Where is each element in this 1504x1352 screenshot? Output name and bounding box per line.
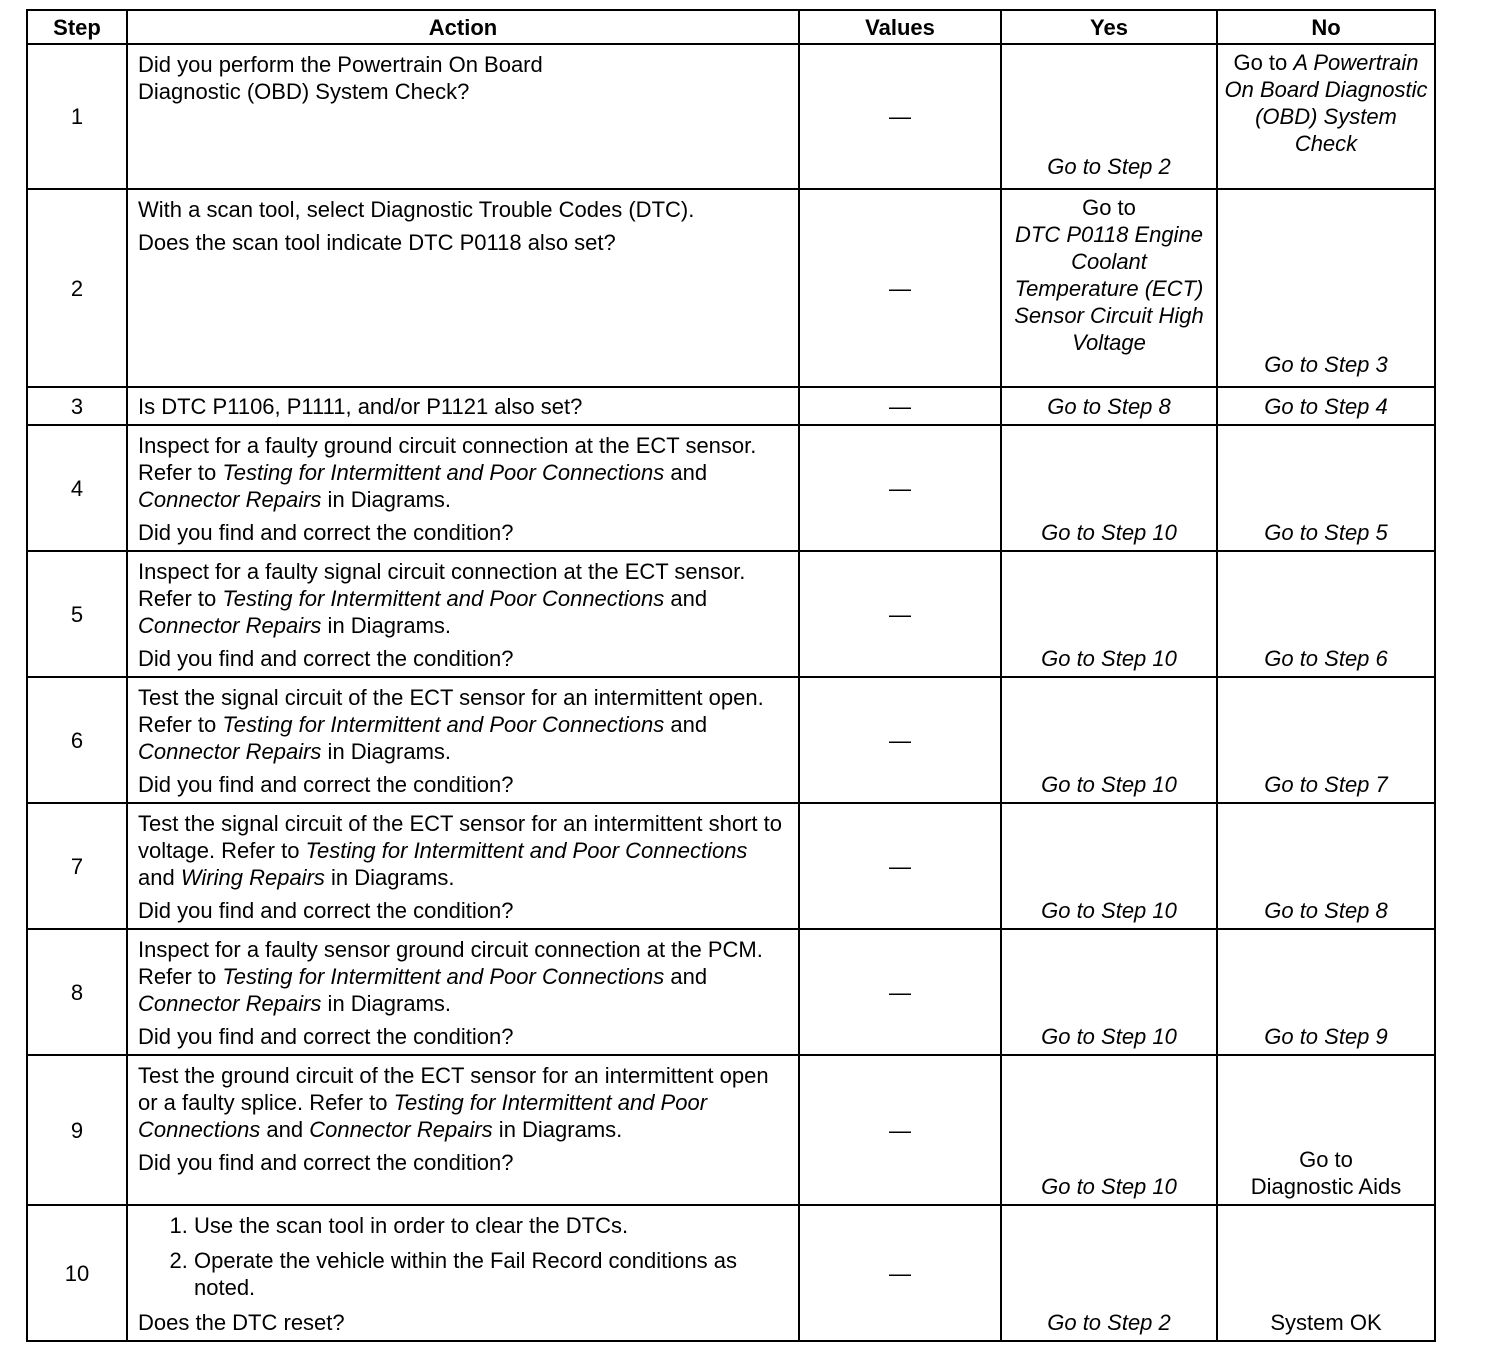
header-yes: Yes <box>1001 10 1217 44</box>
no-cell <box>1217 677 1435 803</box>
table-row <box>27 1055 1435 1205</box>
action-cell <box>127 929 799 1055</box>
values-dash: — <box>889 1260 911 1286</box>
action-link[interactable]: Testing for Intermittent and Poor Connections <box>222 712 665 737</box>
values-cell <box>799 189 1001 387</box>
table-row <box>27 189 1435 387</box>
values-dash: — <box>889 979 911 1005</box>
action-text-part: and <box>260 1117 310 1142</box>
no-cell <box>1217 387 1435 425</box>
no-cell <box>1217 929 1435 1055</box>
action-cell <box>127 677 799 803</box>
values-cell <box>799 803 1001 929</box>
action-text-part: and <box>138 865 181 890</box>
yes-prefix: Go to <box>1082 195 1136 220</box>
no-link[interactable]: Go to Step 9 <box>1264 1024 1388 1049</box>
action-text <box>138 684 790 765</box>
no-link[interactable]: Go to Step 8 <box>1264 898 1388 923</box>
step-number: 3 <box>27 387 127 425</box>
yes-cell <box>1001 929 1217 1055</box>
table-row <box>27 425 1435 551</box>
table-row <box>27 387 1435 425</box>
action-link[interactable]: Wiring Repairs <box>180 865 325 890</box>
values-dash: — <box>889 275 911 301</box>
action-text <box>138 1062 790 1143</box>
values-cell <box>799 551 1001 677</box>
yes-cell <box>1001 677 1217 803</box>
step-number: 8 <box>27 929 127 1055</box>
yes-cell <box>1001 387 1217 425</box>
action-text-part: and <box>664 460 708 485</box>
header-row <box>27 10 1435 44</box>
action-text-part: Inspect for a faulty ground circuit connection at the ECT sensor. Refer to <box>138 433 757 485</box>
action-link[interactable]: Connector Repairs <box>138 991 322 1016</box>
action-text-part: Test the signal circuit of the ECT sensor for an intermittent open. Refer to <box>138 685 764 737</box>
action-link[interactable]: Testing for Intermittent and Poor Connections <box>222 460 665 485</box>
no-link[interactable]: Go to Step 6 <box>1264 646 1388 671</box>
action-question: Does the scan tool indicate DTC P0118 also set? <box>138 230 616 255</box>
yes-link[interactable]: Go to Step 2 <box>1047 154 1171 179</box>
header-values: Values <box>799 10 1001 44</box>
action-link[interactable]: Testing for Intermittent and Poor Connections <box>305 838 748 863</box>
action-text-part: in Diagrams. <box>321 487 452 512</box>
action-cell <box>127 189 799 387</box>
yes-link[interactable]: Go to Step 8 <box>1047 393 1171 419</box>
no-cell <box>1217 1055 1435 1205</box>
step-number: 5 <box>27 551 127 677</box>
step-number: 7 <box>27 803 127 929</box>
values-cell <box>799 425 1001 551</box>
yes-cell <box>1001 803 1217 929</box>
action-question: Did you find and correct the condition? <box>138 772 514 797</box>
action-question: Did you find and correct the condition? <box>138 646 514 671</box>
values-cell <box>799 387 1001 425</box>
yes-link[interactable]: Go to Step 10 <box>1041 520 1177 545</box>
action-cell <box>127 551 799 677</box>
no-link[interactable]: System OK <box>1270 1310 1382 1335</box>
action-cell <box>127 803 799 929</box>
action-text-part: Inspect for a faulty sensor ground circuit connection at the PCM. Refer to <box>138 937 763 989</box>
action-text <box>138 432 790 513</box>
action-cell <box>127 425 799 551</box>
values-cell <box>799 44 1001 189</box>
action-text-part: Test the signal circuit of the ECT sensor for an intermittent short to voltage. Refer to <box>138 811 782 863</box>
action-text-part: and <box>664 712 708 737</box>
action-text <box>138 810 790 891</box>
action-link[interactable]: Connector Repairs <box>309 1117 493 1142</box>
action-text-part: in Diagrams. <box>321 739 452 764</box>
action-text: With a scan tool, select Diagnostic Trouble Codes (DTC). <box>138 197 695 222</box>
action-link[interactable]: Connector Repairs <box>138 487 322 512</box>
yes-cell <box>1001 1205 1217 1341</box>
yes-link[interactable]: Go to Step 10 <box>1041 1024 1177 1049</box>
no-link[interactable]: Go to Step 3 <box>1264 352 1388 377</box>
values-cell <box>799 677 1001 803</box>
values-dash: — <box>889 1117 911 1143</box>
no-link[interactable]: A Powertrain On Board Diagnostic (OBD) System Check <box>1224 50 1428 156</box>
table-row <box>27 551 1435 677</box>
table-row <box>27 803 1435 929</box>
header-no: No <box>1217 10 1435 44</box>
action-link[interactable]: Connector Repairs <box>138 613 322 638</box>
no-link[interactable]: Go to Step 7 <box>1264 772 1388 797</box>
action-question: Did you find and correct the condition? <box>138 1024 514 1049</box>
no-cell <box>1217 189 1435 387</box>
action-question: Did you find and correct the condition? <box>138 898 514 923</box>
step-number: 9 <box>27 1055 127 1205</box>
diagnostic-table <box>26 9 1436 1342</box>
yes-cell <box>1001 44 1217 189</box>
table-row <box>27 677 1435 803</box>
action-list <box>138 1212 790 1301</box>
values-cell <box>799 1205 1001 1341</box>
values-dash: — <box>889 601 911 627</box>
values-dash: — <box>889 727 911 753</box>
values-dash: — <box>889 104 911 129</box>
step-number: 6 <box>27 677 127 803</box>
action-question: Did you find and correct the condition? <box>138 1150 514 1175</box>
action-cell <box>127 1055 799 1205</box>
no-prefix: Go to <box>1233 50 1294 75</box>
action-text-part: in Diagrams. <box>492 1117 623 1142</box>
action-text: Diagnostic (OBD) System Check? <box>138 79 470 104</box>
action-cell <box>127 44 799 189</box>
yes-cell <box>1001 1055 1217 1205</box>
header-step: Step <box>27 10 127 44</box>
no-cell <box>1217 1205 1435 1341</box>
yes-link[interactable]: Go to Step 10 <box>1041 772 1177 797</box>
yes-link[interactable]: Go to Step 10 <box>1041 898 1177 923</box>
action-link[interactable]: Testing for Intermittent and Poor Connections <box>222 586 665 611</box>
no-cell <box>1217 551 1435 677</box>
action-link[interactable]: Testing for Intermittent and Poor Connections <box>138 1090 708 1142</box>
table-row <box>27 1205 1435 1341</box>
yes-cell <box>1001 551 1217 677</box>
step-number: 1 <box>27 44 127 189</box>
action-text-part: in Diagrams. <box>324 865 455 890</box>
yes-cell <box>1001 189 1217 387</box>
action-cell <box>127 387 799 425</box>
no-link[interactable]: Go to Diagnostic Aids <box>1250 1147 1402 1199</box>
action-text-part: and <box>664 586 708 611</box>
step-number: 10 <box>27 1205 127 1341</box>
values-cell <box>799 929 1001 1055</box>
no-cell <box>1217 425 1435 551</box>
no-cell <box>1217 44 1435 189</box>
no-cell <box>1217 803 1435 929</box>
list-item: 1. Use the scan tool in order to clear the DTCs. <box>194 1212 790 1239</box>
header-action: Action <box>127 10 799 44</box>
action-question: Did you find and correct the condition? <box>138 520 514 545</box>
yes-link[interactable]: Go to Step 10 <box>1041 1174 1177 1199</box>
action-text-part: and <box>664 964 708 989</box>
values-dash: — <box>889 475 911 501</box>
action-text <box>138 558 790 639</box>
action-text: Did you perform the Powertrain On Board <box>138 52 543 77</box>
yes-cell <box>1001 425 1217 551</box>
action-text-part: in Diagrams. <box>321 613 452 638</box>
yes-link[interactable]: DTC P0118 Engine Coolant Temperature (ECT) Sensor Circuit High Voltage <box>1014 222 1204 355</box>
no-link[interactable]: Go to Step 4 <box>1264 393 1388 419</box>
action-cell <box>127 1205 799 1341</box>
table-row <box>27 44 1435 189</box>
action-link[interactable]: Connector Repairs <box>138 739 322 764</box>
yes-link[interactable]: Go to Step 10 <box>1041 646 1177 671</box>
step-number: 4 <box>27 425 127 551</box>
step-number: 2 <box>27 189 127 387</box>
action-text <box>138 936 790 1017</box>
yes-link[interactable]: Go to Step 2 <box>1047 1310 1171 1335</box>
action-link[interactable]: Testing for Intermittent and Poor Connections <box>222 964 665 989</box>
action-text-part: in Diagrams. <box>321 991 452 1016</box>
action-question: Does the DTC reset? <box>138 1310 345 1335</box>
table-row <box>27 929 1435 1055</box>
no-link[interactable]: Go to Step 5 <box>1264 520 1388 545</box>
values-cell <box>799 1055 1001 1205</box>
values-dash: — <box>889 853 911 879</box>
action-text-part: Inspect for a faulty signal circuit connection at the ECT sensor. Refer to <box>138 559 746 611</box>
action-question: Is DTC P1106, P1111, and/or P1121 also set? <box>138 393 583 419</box>
list-item: 2. Operate the vehicle within the Fail Record conditions as noted. <box>194 1247 790 1301</box>
action-text-part: Test the ground circuit of the ECT sensor for an intermittent open or a faulty splice. Refer to <box>138 1063 769 1115</box>
values-dash: — <box>889 393 911 419</box>
